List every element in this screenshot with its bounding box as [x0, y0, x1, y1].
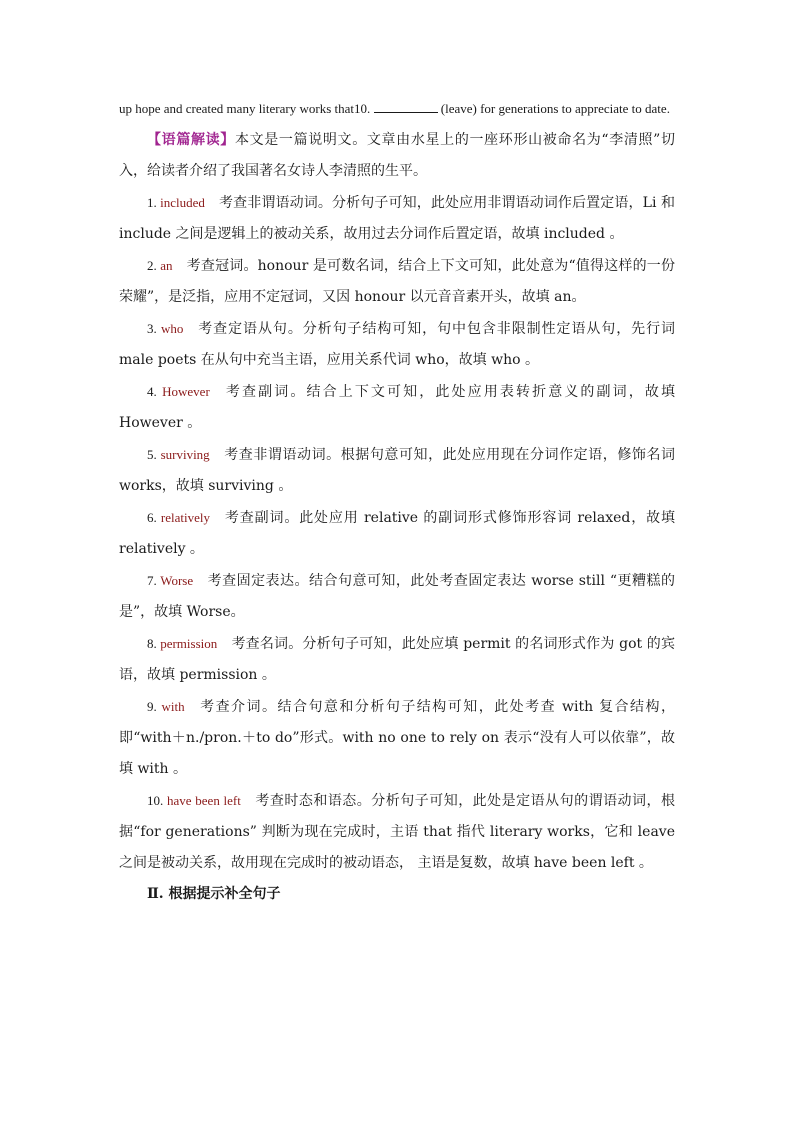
item-number: 2.: [147, 258, 161, 273]
item-number: 9.: [147, 699, 162, 714]
item-explanation: 考查名词。分析句子可知，此处应填 permit 的名词形式作为 got 的宾语，故填 permission 。: [119, 636, 676, 683]
item-answer: an: [160, 258, 173, 273]
section-title: Ⅱ. 根据提示补全句子: [147, 886, 281, 902]
item-answer: relatively: [160, 510, 210, 525]
item-answer: permission: [160, 636, 218, 651]
answer-items: [119, 187, 675, 879]
item-number: 7.: [147, 573, 161, 588]
item-explanation: 考查固定表达。结合句意可知，此处考查固定表达 worse still “更糟糕的是”，故填 Worse。: [119, 573, 675, 620]
item-answer: included: [160, 195, 205, 210]
passage-ending: up hope and created many literary works that10. (leave) for generations to appreciate to date.: [119, 93, 675, 125]
answer-item: [119, 785, 675, 879]
item-number: 8.: [147, 636, 161, 651]
item-explanation: 考查非谓语动词。根据句意可知，此处应用现在分词作定语，修饰名词 works，故填 surviving 。: [119, 447, 676, 494]
item-explanation: 考查冠词。honour 是可数名词，结合上下文可知，此处意为“值得这样的一份荣耀”，是泛指，应用不定冠词，又因 honour 以元音音素开头，故填 an。: [119, 258, 675, 305]
answer-item: [119, 187, 675, 250]
answer-item: [119, 313, 675, 376]
answer-item: [119, 565, 675, 628]
item-explanation: 考查时态和语态。分析句子可知，此处是定语从句的谓语动词，根据“for generations” 判断为现在完成时，主语 that 指代 literary works，它和 leave 之间是被动关系，故用现在完成时的被动语态， 主语是复数，故填 have been left 。: [119, 793, 676, 871]
item-answer: However: [162, 384, 210, 399]
item-number: 4.: [147, 384, 163, 399]
item-explanation: 考查介词。结合句意和分析句子结构可知，此处考查 with 复合结构，即“with＋n./pron.＋to do”形式。with no one to rely on 表示“没有人可以依靠”，故填 with 。: [119, 699, 675, 777]
item-number: 10.: [147, 793, 167, 808]
item-explanation: 考查副词。结合上下文可知，此处应用表转折意义的副词，故填 However 。: [119, 384, 676, 431]
answer-item: [119, 502, 675, 565]
analysis-text: 本文是一篇说明文。文章由水星上的一座环形山被命名为“李清照”切入，给读者介绍了我国著名女诗人李清照的生平。: [119, 132, 675, 179]
analysis-tag: 【语篇解读】: [147, 132, 235, 148]
answer-item: [119, 376, 675, 439]
item-number: 3.: [147, 321, 161, 336]
item-explanation: 考查定语从句。分析句子结构可知，句中包含非限制性定语从句，先行词 male poets 在从句中充当主语，应用关系代词 who，故填 who 。: [119, 321, 676, 368]
answer-item: [119, 628, 675, 691]
passage-analysis: [119, 125, 675, 187]
item-answer: with: [161, 699, 185, 714]
answer-item: [119, 250, 675, 313]
item-explanation: 考查副词。此处应用 relative 的副词形式修饰形容词 relaxed，故填 relatively 。: [119, 510, 675, 557]
item-answer: Worse: [160, 573, 194, 588]
item-answer: surviving: [160, 447, 210, 462]
item-explanation: 考查非谓语动词。分析句子可知，此处应用非谓语动词作后置定语，Li 和 include 之间是逻辑上的被动关系，故用过去分词作后置定语，故填 included 。: [119, 195, 675, 242]
answer-blank: [374, 98, 438, 113]
item-number: 1.: [147, 195, 161, 210]
item-answer: who: [160, 321, 184, 336]
item-number: 5.: [147, 447, 161, 462]
item-number: 6.: [147, 510, 161, 525]
item-answer: have been left: [167, 793, 241, 808]
answer-item: [119, 439, 675, 502]
answer-item: [119, 691, 675, 785]
answer-explanation-text: [119, 93, 675, 910]
